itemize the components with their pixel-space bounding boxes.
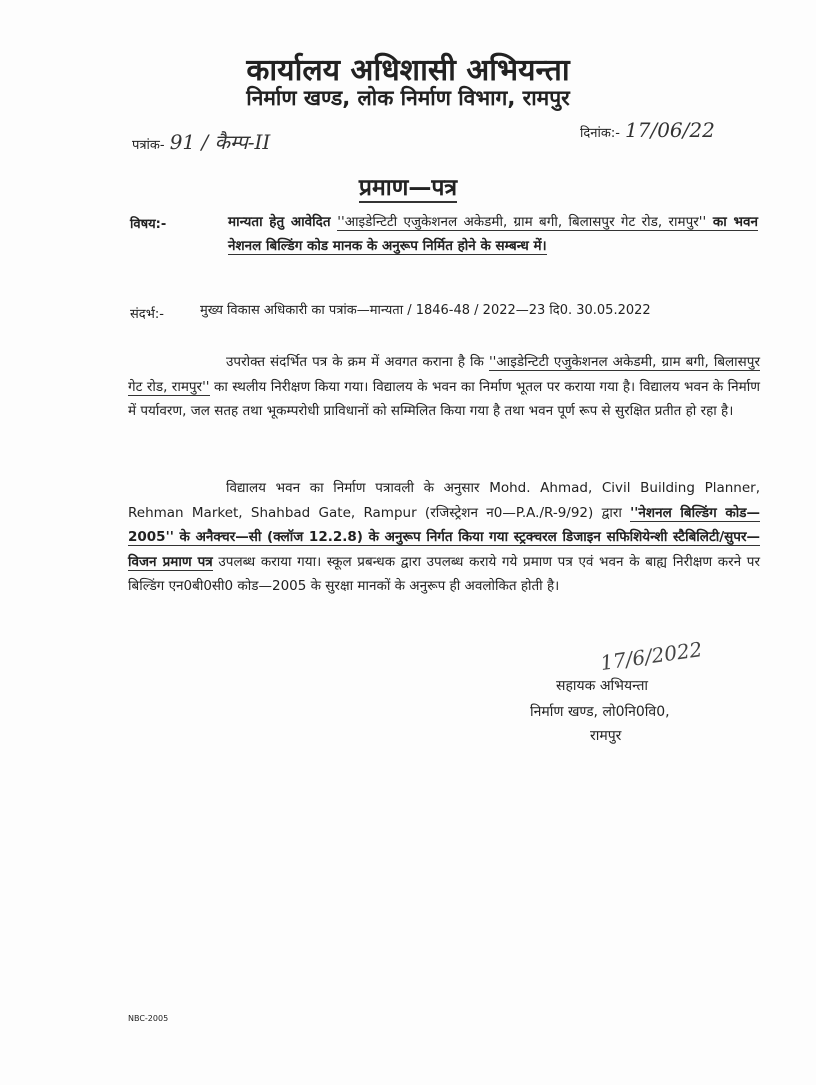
- school-name: ''आइडेन्टिटी एजुकेशनल अकेडमी, ग्राम बगी, बिलासपुर गेट रोड, रामपुर'': [128, 354, 760, 395]
- school-name: ''आइडेन्टिटी एजुकेशनल अकेडमी, ग्राम बगी, बिलासपुर गेट रोड, रामपुर'': [337, 214, 707, 230]
- signatory-designation: सहायक अभियन्ता: [556, 678, 649, 694]
- subject-text: मान्यता हेतु आवेदित ''आइडेन्टिटी एजुकेशनल अकेडमी, ग्राम बगी, बिलासपुर गेट रोड, रामपुर'' का भवन नेशनल बिल्डिंग कोड मानक के अनुरूप निर्मित होने के सम्बन्ध में।: [228, 214, 758, 254]
- handwritten-signature: 17/6/2022: [598, 636, 704, 676]
- footer-code: NBC-2005: [128, 1014, 169, 1023]
- letter-number-label: पत्रांक-: [132, 138, 165, 153]
- certificate-reference: ''नेशनल बिल्डिंग कोड—2005'' के अनैक्चर—सी (क्लॉज 12.2.8) के अनुरूप निर्गत किया गया स्ट्रक्चरल डिजाइन सफिशियेन्शी स्टैबिलिटी/सुपर—विजन प्रमाण पत्र: [128, 504, 760, 570]
- signatory-office: निर्माण खण्ड, लो0नि0वि0,: [530, 704, 670, 720]
- subject-label: विषय:-: [130, 217, 167, 232]
- letter-number: [132, 128, 270, 155]
- reference-text: मुख्य विकास अधिकारी का पत्रांक—मान्यता / 1846-48 / 2022—23 दि0. 30.05.2022: [200, 303, 651, 318]
- letter-date: [580, 118, 715, 142]
- office-title: कार्यालय अधिशासी अभियन्ता: [246, 53, 570, 88]
- office-subtitle: निर्माण खण्ड, लोक निर्माण विभाग, रामपुर: [246, 86, 570, 110]
- paragraph-1: उपरोक्त संदर्भित पत्र के क्रम में अवगत कराना है कि ''आइडेन्टिटी एजुकेशनल अकेडमी, ग्राम बगी, बिलासपुर गेट रोड, रामपुर'' का स्थलीय निरीक्षण किया गया। विद्यालय के भवन का निर्माण भूतल पर कराया गया है। विद्यालय भवन के निर्माण में पर्यावरण, जल सतह तथा भूकम्परोधी प्राविधानों को सम्मिलित किया गया है तथा भवन पूर्ण रूप से सुरक्षित प्रतीत हो रहा है।: [128, 354, 760, 419]
- date-value: 17/06/22: [625, 118, 715, 142]
- date-label: दिनांक:-: [580, 126, 620, 141]
- paragraph-2: विद्यालय भवन का निर्माण पत्रावली के अनुसार Mohd. Ahmad, Civil Building Planner, Rehman Market, Shahbad Gate, Rampur (रजिस्ट्रेशन न0—P.A./R-9/92) द्वारा ''नेशनल बिल्डिंग कोड—2005'' के अनैक्चर—सी (क्लॉज 12.2.8) के अनुरूप निर्गत किया गया स्ट्रक्चरल डिजाइन सफिशियेन्शी स्टैबिलिटी/सुपर—विजन प्रमाण पत्र उपलब्ध कराया गया। स्कूल प्रबन्धक द्वारा उपलब्ध कराये गये प्रमाण पत्र एवं भवन के बाह्य निरीक्षण करने पर बिल्डिंग एन0बी0सी0 कोड—2005 के सुरक्षा मानकों के अनुरूप ही अवलोकित होती है।: [128, 480, 761, 594]
- reference-label: संदर्भ:-: [130, 307, 164, 322]
- document-title: प्रमाण—पत्र: [358, 175, 458, 201]
- signatory-place: रामपुर: [590, 728, 622, 744]
- letter-number-value: 91 / कैम्प-II: [169, 130, 271, 154]
